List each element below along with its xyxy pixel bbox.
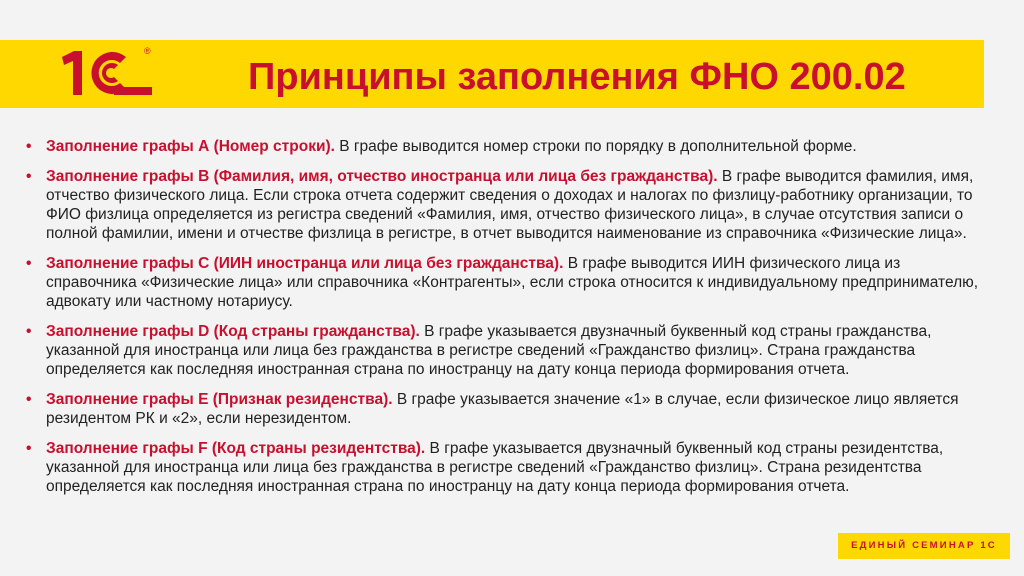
item-lead: Заполнение графы E (Признак резиденства).: [46, 391, 393, 408]
slide-title: Принципы заполнения ФНО 200.02: [248, 56, 906, 98]
list-item: [26, 439, 986, 496]
bullet-marker: •: [26, 323, 32, 340]
bullet-marker: •: [26, 391, 32, 408]
item-text: В графе выводится номер строки по порядку в дополнительной форме.: [334, 138, 857, 155]
list-item: [26, 254, 986, 311]
item-lead: Заполнение графы В (Фамилия, имя, отчество иностранца или лица без гражданства).: [46, 168, 718, 185]
item-text: В графе выводится фамилия, имя, отчество физического лица. Если строка отчета содержит сведения о доходах и налогах по физлицу-работнику организации, то ФИО физлица определяется из регистра сведений «Фамилия, имя, отчество физического лица», в случае отсутствия записи о полной фамилии, имени и отчестве физлица в регистре, в отчет выводится наименование из справочника «Физические лица».: [46, 168, 974, 242]
bullet-marker: •: [26, 440, 32, 457]
item-text: В графе указывается значение «1» в случае, если физическое лицо является резидентом РК и «2», если нерезидентом.: [46, 391, 959, 427]
1c-logo: [58, 43, 158, 99]
bullet-marker: •: [26, 138, 32, 155]
list-item: [26, 390, 986, 428]
footer-badge: ЕДИНЫЙ СЕМИНАР 1С: [838, 533, 1010, 559]
list-item: [26, 322, 986, 379]
item-text: В графе выводится ИИН физического лица из справочника «Физические лица» или справочника «Контрагенты», если строка относится к индивидуальному предпринимателю, адвокату или частному нотариусу.: [46, 255, 979, 310]
bullet-marker: •: [26, 255, 32, 272]
list-item: [26, 137, 986, 156]
item-text: В графе указывается двузначный буквенный код страны гражданства, указанной для иностранца или лица без гражданства в регистре сведений «Гражданство физлиц». Страна гражданства определяется как последняя иностранная страна по иностранцу на дату конца периода формирования отчета.: [46, 323, 932, 378]
item-lead: Заполнение графы С (ИИН иностранца или лица без гражданства).: [46, 255, 564, 272]
item-lead: Заполнение графы А (Номер строки).: [46, 138, 335, 155]
item-lead: Заполнение графы F (Код страны резидентства).: [46, 440, 426, 457]
list-item: [26, 167, 986, 243]
principles-list: [26, 137, 986, 507]
registered-mark: ®: [144, 46, 151, 56]
item-lead: Заполнение графы D (Код страны гражданства).: [46, 323, 420, 340]
item-text: В графе указывается двузначный буквенный код страны резидентства, указанной для иностранца или лица без гражданства в регистре сведений «Гражданство физлиц». Страна резидентства определяется как последняя иностранная страна по иностранцу на дату конца периода формирования отчета.: [46, 440, 944, 495]
bullet-marker: •: [26, 168, 32, 185]
